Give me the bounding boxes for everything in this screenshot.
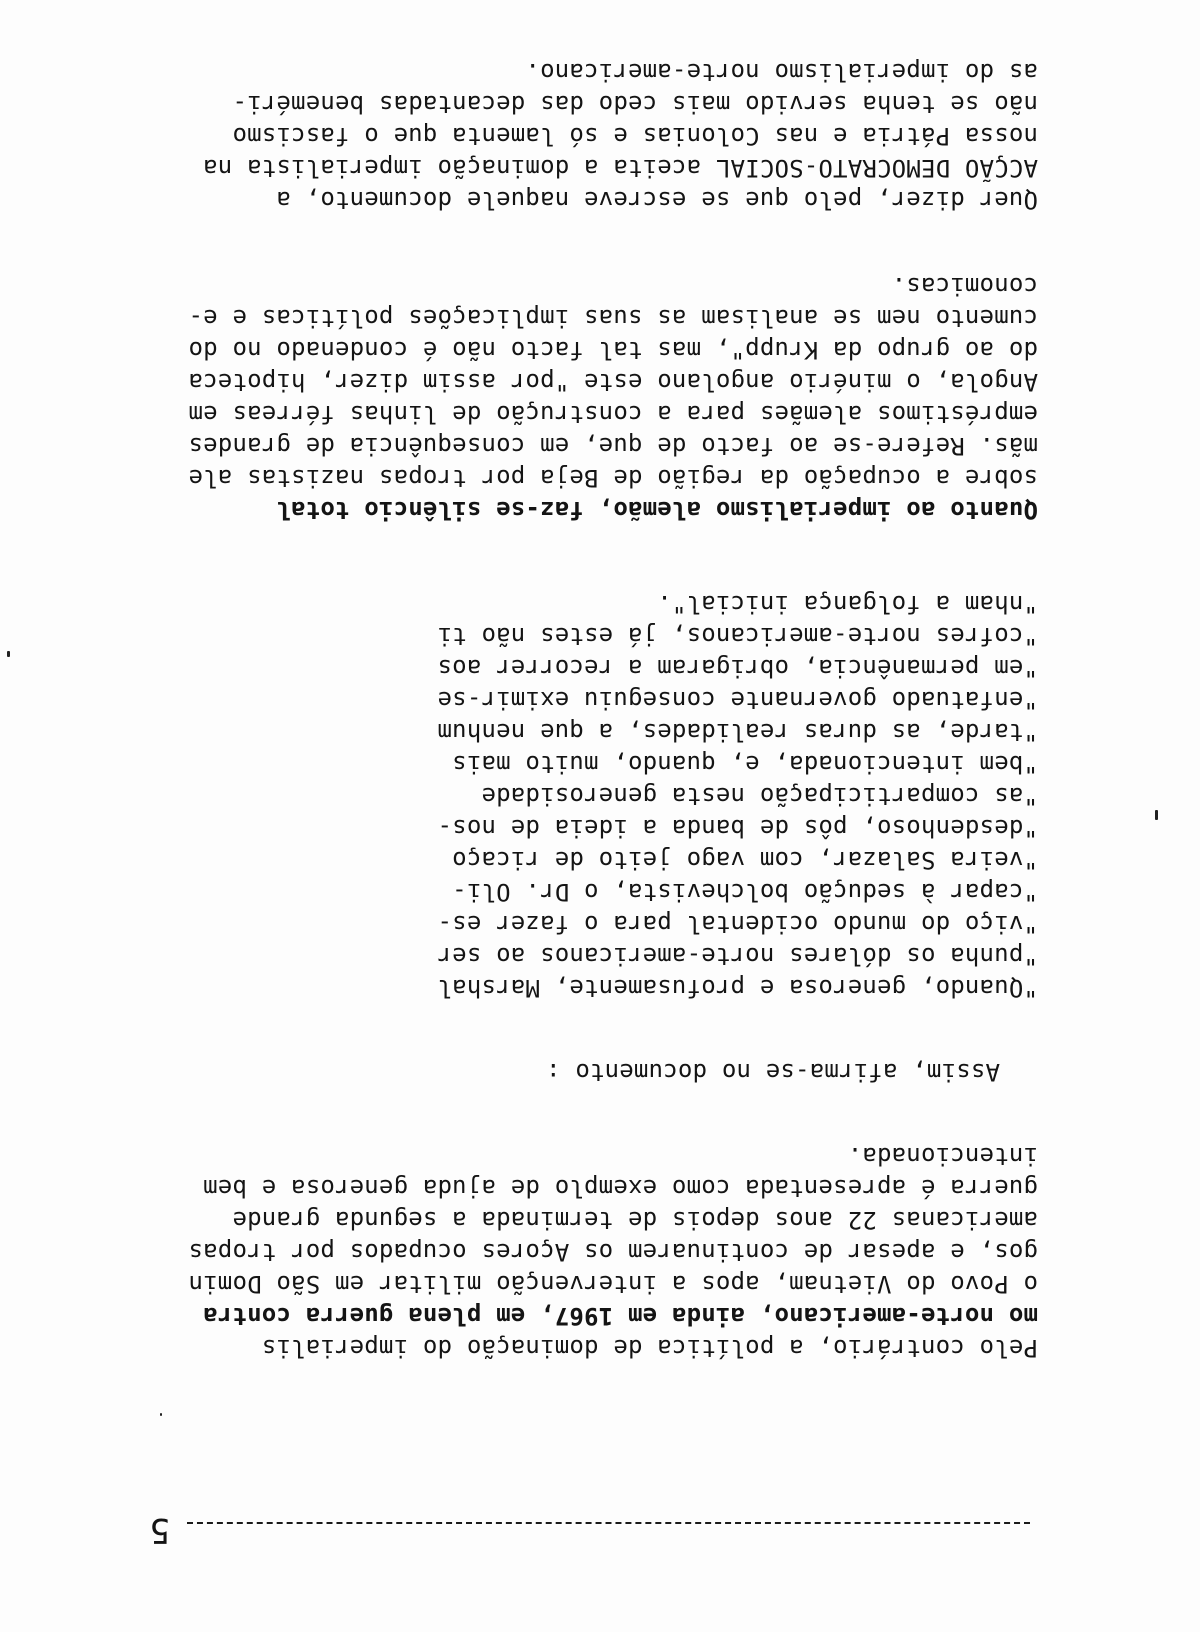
quote-line: "cofres norte-americanos, já estes não ti xyxy=(437,622,1038,650)
text-line: ACÇÃO DEMOCRATO-SOCIAL aceita a dominação imperialista na xyxy=(202,154,1038,182)
text-line: mãs. Refere-se ao facto de que, em consequência de grandes xyxy=(188,432,1038,460)
quote-line: "bem intencionada, e, quando, muito mais xyxy=(452,750,1038,778)
text-line: Angola, o minério angolano este "por assim dizer, hipoteca xyxy=(188,368,1038,396)
quote-line: "tarde, as duras realidades, a que nenhum xyxy=(437,718,1038,746)
scan-speck xyxy=(160,1413,162,1416)
scan-speck xyxy=(7,651,10,657)
text-line: gos, e apesar de continuarem os Açores ocupados por tropas xyxy=(188,1238,1038,1266)
text-line: Quanto ao imperialismo alemão, faz-se silêncio total xyxy=(276,496,1038,524)
text-line: as do imperialismo norte-americano. xyxy=(525,58,1038,86)
text-line: cumento nem se analisam as suas implicações políticas e e- xyxy=(188,304,1038,332)
text-line: Pelo contrário, a política de dominação do imperialis xyxy=(261,1334,1038,1362)
quote-line: "desdenhoso, pôs de banda a ideia de nos- xyxy=(437,814,1038,842)
quote-line: "veira Salazar, com vago jeito de ricaço xyxy=(452,846,1038,874)
text-line: intencionada. xyxy=(847,1142,1038,1170)
quote-line: "Quando, generosa e profusamente, Marshal xyxy=(437,974,1038,1002)
text-line: sobre a ocupação da região de Beja por tropas nazistas ale xyxy=(188,464,1038,492)
text-line: guerra é apresentada como exemplo de ajuda generosa e bem xyxy=(202,1174,1038,1202)
quote-line: "capar à sedução bolchevista, o Dr. Oli- xyxy=(452,878,1038,906)
text-line: empréstimos alemães para a construção de linhas férreas em xyxy=(188,400,1038,428)
quote-line: "punha os dólares norte-americanos ao ser xyxy=(437,942,1038,970)
text-line: não se tenha servido mais cedo das decantadas beneméri- xyxy=(232,90,1038,118)
page-number-rule xyxy=(187,1522,1030,1524)
quote-line: "viço do mundo ocidental para o fazer es- xyxy=(437,910,1038,938)
text-line: Quer dizer, pelo que se escreve naquele documento, a xyxy=(276,186,1038,214)
page-number: 5 xyxy=(149,1510,170,1550)
text-line: nossa Pátria e nas Colonias e só lamenta que o fascismo xyxy=(232,122,1038,150)
quote-line: "as comparticipação nesta generosidade xyxy=(481,782,1038,810)
text-line: do ao grupo da Krupp", mas tal facto não é condenado no do xyxy=(188,336,1038,364)
quote-line: "nham a folgança inicial". xyxy=(657,590,1038,618)
text-line: Assim, afirma-se no documento : xyxy=(545,1058,1000,1086)
quote-line: "em permanência, obrigaram a recorrer aos xyxy=(437,654,1038,682)
text-line: americanas 22 anos depois de terminada a segunda grande xyxy=(232,1206,1038,1234)
text-line: o Povo do Vietnam, apos a intervenção militar em São Domin xyxy=(188,1270,1038,1298)
text-line: conomicas. xyxy=(891,272,1038,300)
scan-speck xyxy=(1155,810,1158,820)
text-line: mo norte-americano, ainda em 1967, em plena guerra contra xyxy=(202,1302,1038,1330)
quote-line: "enfatuado governante conseguiu eximir-se xyxy=(437,686,1038,714)
